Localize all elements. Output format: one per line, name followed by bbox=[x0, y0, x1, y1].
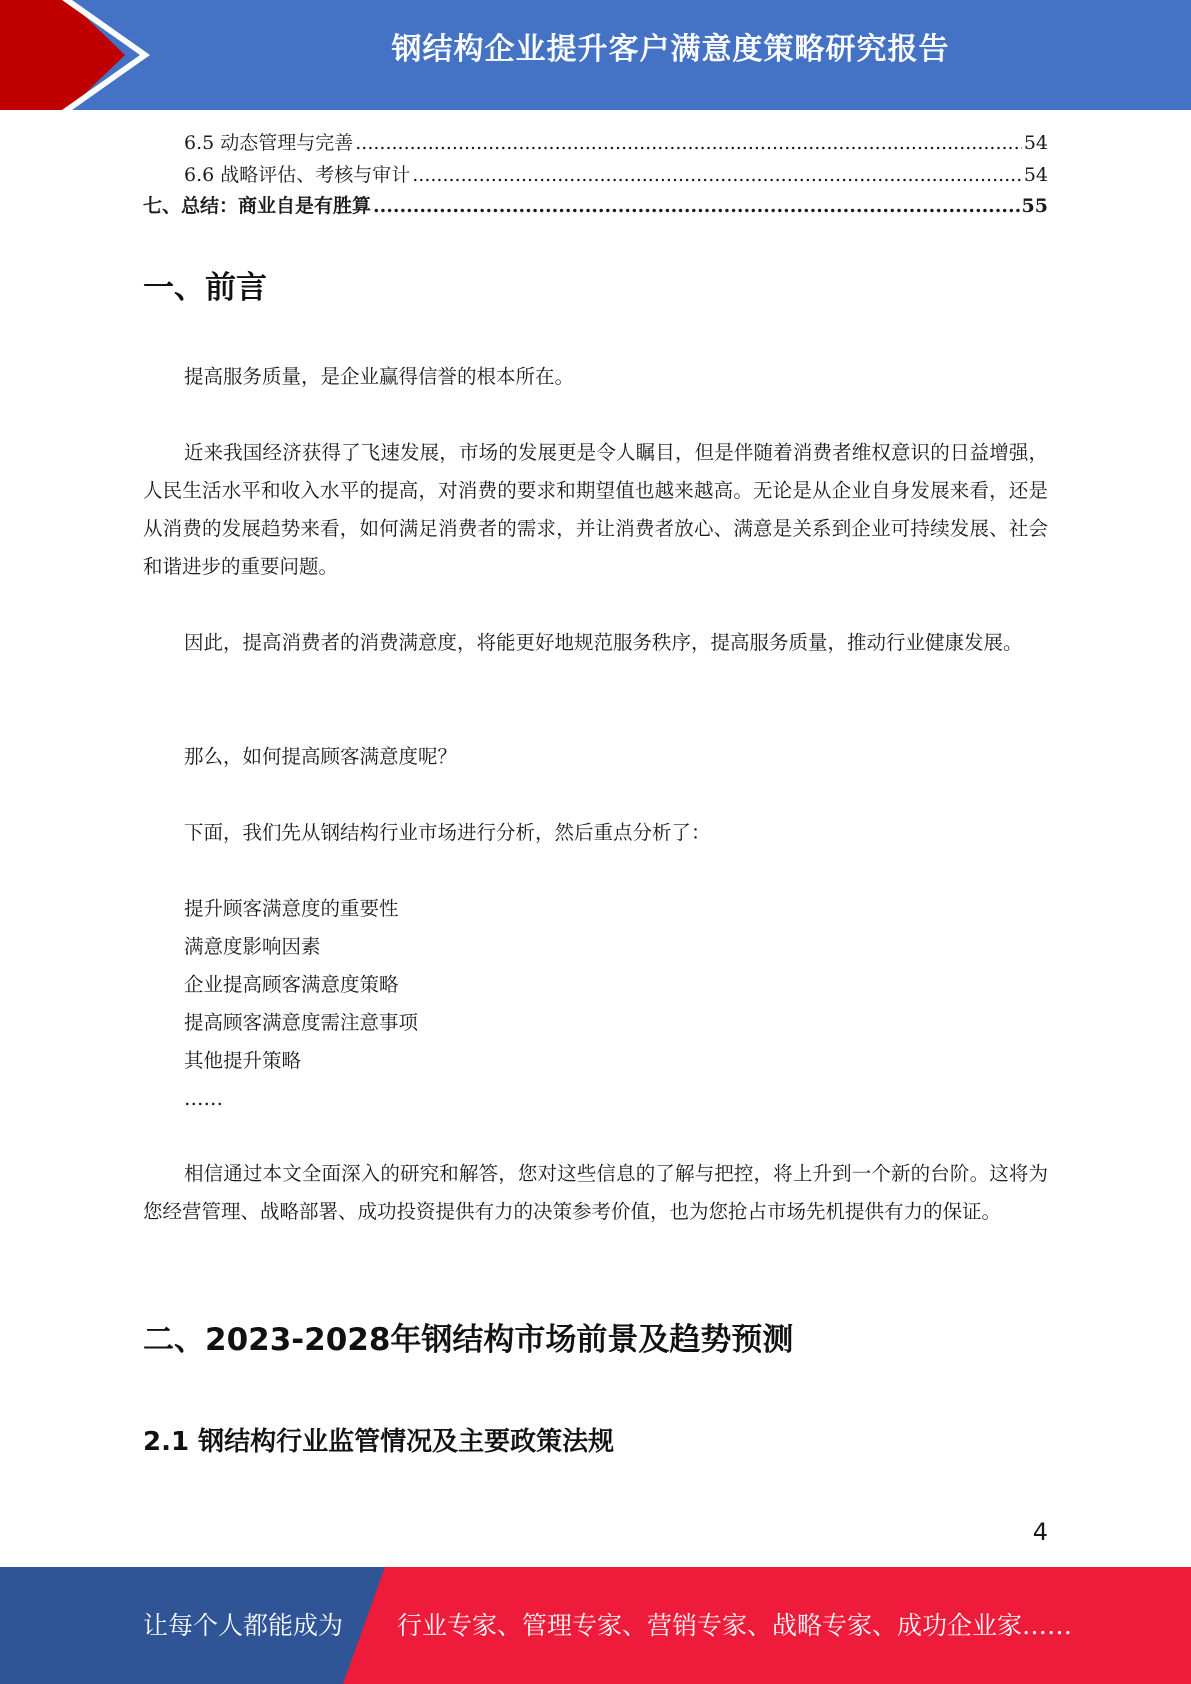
paragraph: 那么，如何提高顾客满意度呢？ bbox=[184, 745, 458, 768]
list-item: 提升顾客满意度的重要性 bbox=[184, 897, 399, 920]
toc-entry-label: 6.6 战略评估、考核与审计 bbox=[184, 163, 411, 186]
toc-entry[interactable] bbox=[143, 128, 1048, 160]
paragraph: 因此，提高消费者的消费满意度，将能更好地规范服务秩序，提高服务质量，推动行业健康发展。 bbox=[184, 631, 1023, 654]
subsection-heading: 2.1 钢结构行业监管情况及主要政策法规 bbox=[143, 1427, 615, 1457]
list-item: …… bbox=[184, 1087, 223, 1110]
toc-entry-page: 54 bbox=[1023, 163, 1048, 186]
footer-banner bbox=[0, 1567, 1191, 1684]
page-number: 4 bbox=[1032, 1518, 1048, 1546]
toc-entry[interactable] bbox=[143, 191, 1048, 223]
topic-list bbox=[184, 890, 418, 1118]
section-heading: 一、前言 bbox=[143, 270, 267, 306]
toc-entry[interactable] bbox=[143, 160, 1048, 192]
toc-leader-dots bbox=[355, 132, 1022, 154]
report-title: 钢结构企业提升客户满意度策略研究报告 bbox=[391, 32, 950, 67]
paragraph: 下面，我们先从钢结构行业市场进行分析，然后重点分析了： bbox=[184, 821, 711, 844]
header-banner bbox=[0, 0, 1191, 110]
toc-entry-label: 6.5 动态管理与完善 bbox=[184, 132, 354, 154]
toc-leader-dots bbox=[373, 195, 1020, 217]
toc-entry-page: 54 bbox=[1023, 132, 1048, 154]
list-item: 企业提高顾客满意度策略 bbox=[184, 973, 399, 996]
list-item: 提高顾客满意度需注意事项 bbox=[184, 1011, 419, 1034]
footer-slogan-left: 让每个人都能成为 bbox=[143, 1611, 344, 1640]
list-item: 满意度影响因素 bbox=[184, 935, 321, 958]
paragraph: 提高服务质量，是企业赢得信誉的根本所在。 bbox=[184, 365, 575, 388]
header-red-arrow bbox=[0, 0, 150, 110]
toc-entry-label: 七、总结：商业自是有胜算 bbox=[143, 195, 372, 217]
toc-leader-dots bbox=[412, 164, 1022, 186]
list-item: 其他提升策略 bbox=[184, 1049, 302, 1072]
toc-entry-page: 55 bbox=[1021, 195, 1048, 217]
footer-slogan-right: 行业专家、管理专家、营销专家、战略专家、成功企业家…… bbox=[397, 1611, 1073, 1640]
paragraph: 近来我国经济获得了飞速发展，市场的发展更是令人瞩目，但是伴随着消费者维权意识的日益增强，人民生活水平和收入水平的提高，对消费的要求和期望值也越来越高。无论是从企业自身发展来看，还是从消费的发展趋势来看，如何满足消费者的需求，并让消费者放心、满意是关系到企业可持续发展、社会和谐进步的重要问题。 bbox=[143, 441, 1048, 578]
table-of-contents bbox=[143, 128, 1048, 223]
section-heading: 二、2023-2028年钢结构市场前景及趋势预测 bbox=[143, 1322, 794, 1358]
paragraph: 相信通过本文全面深入的研究和解答，您对这些信息的了解与把控，将上升到一个新的台阶。这将为您经营管理、战略部署、成功投资提供有力的决策参考价值，也为您抢占市场先机提供有力的保证。 bbox=[143, 1162, 1048, 1223]
